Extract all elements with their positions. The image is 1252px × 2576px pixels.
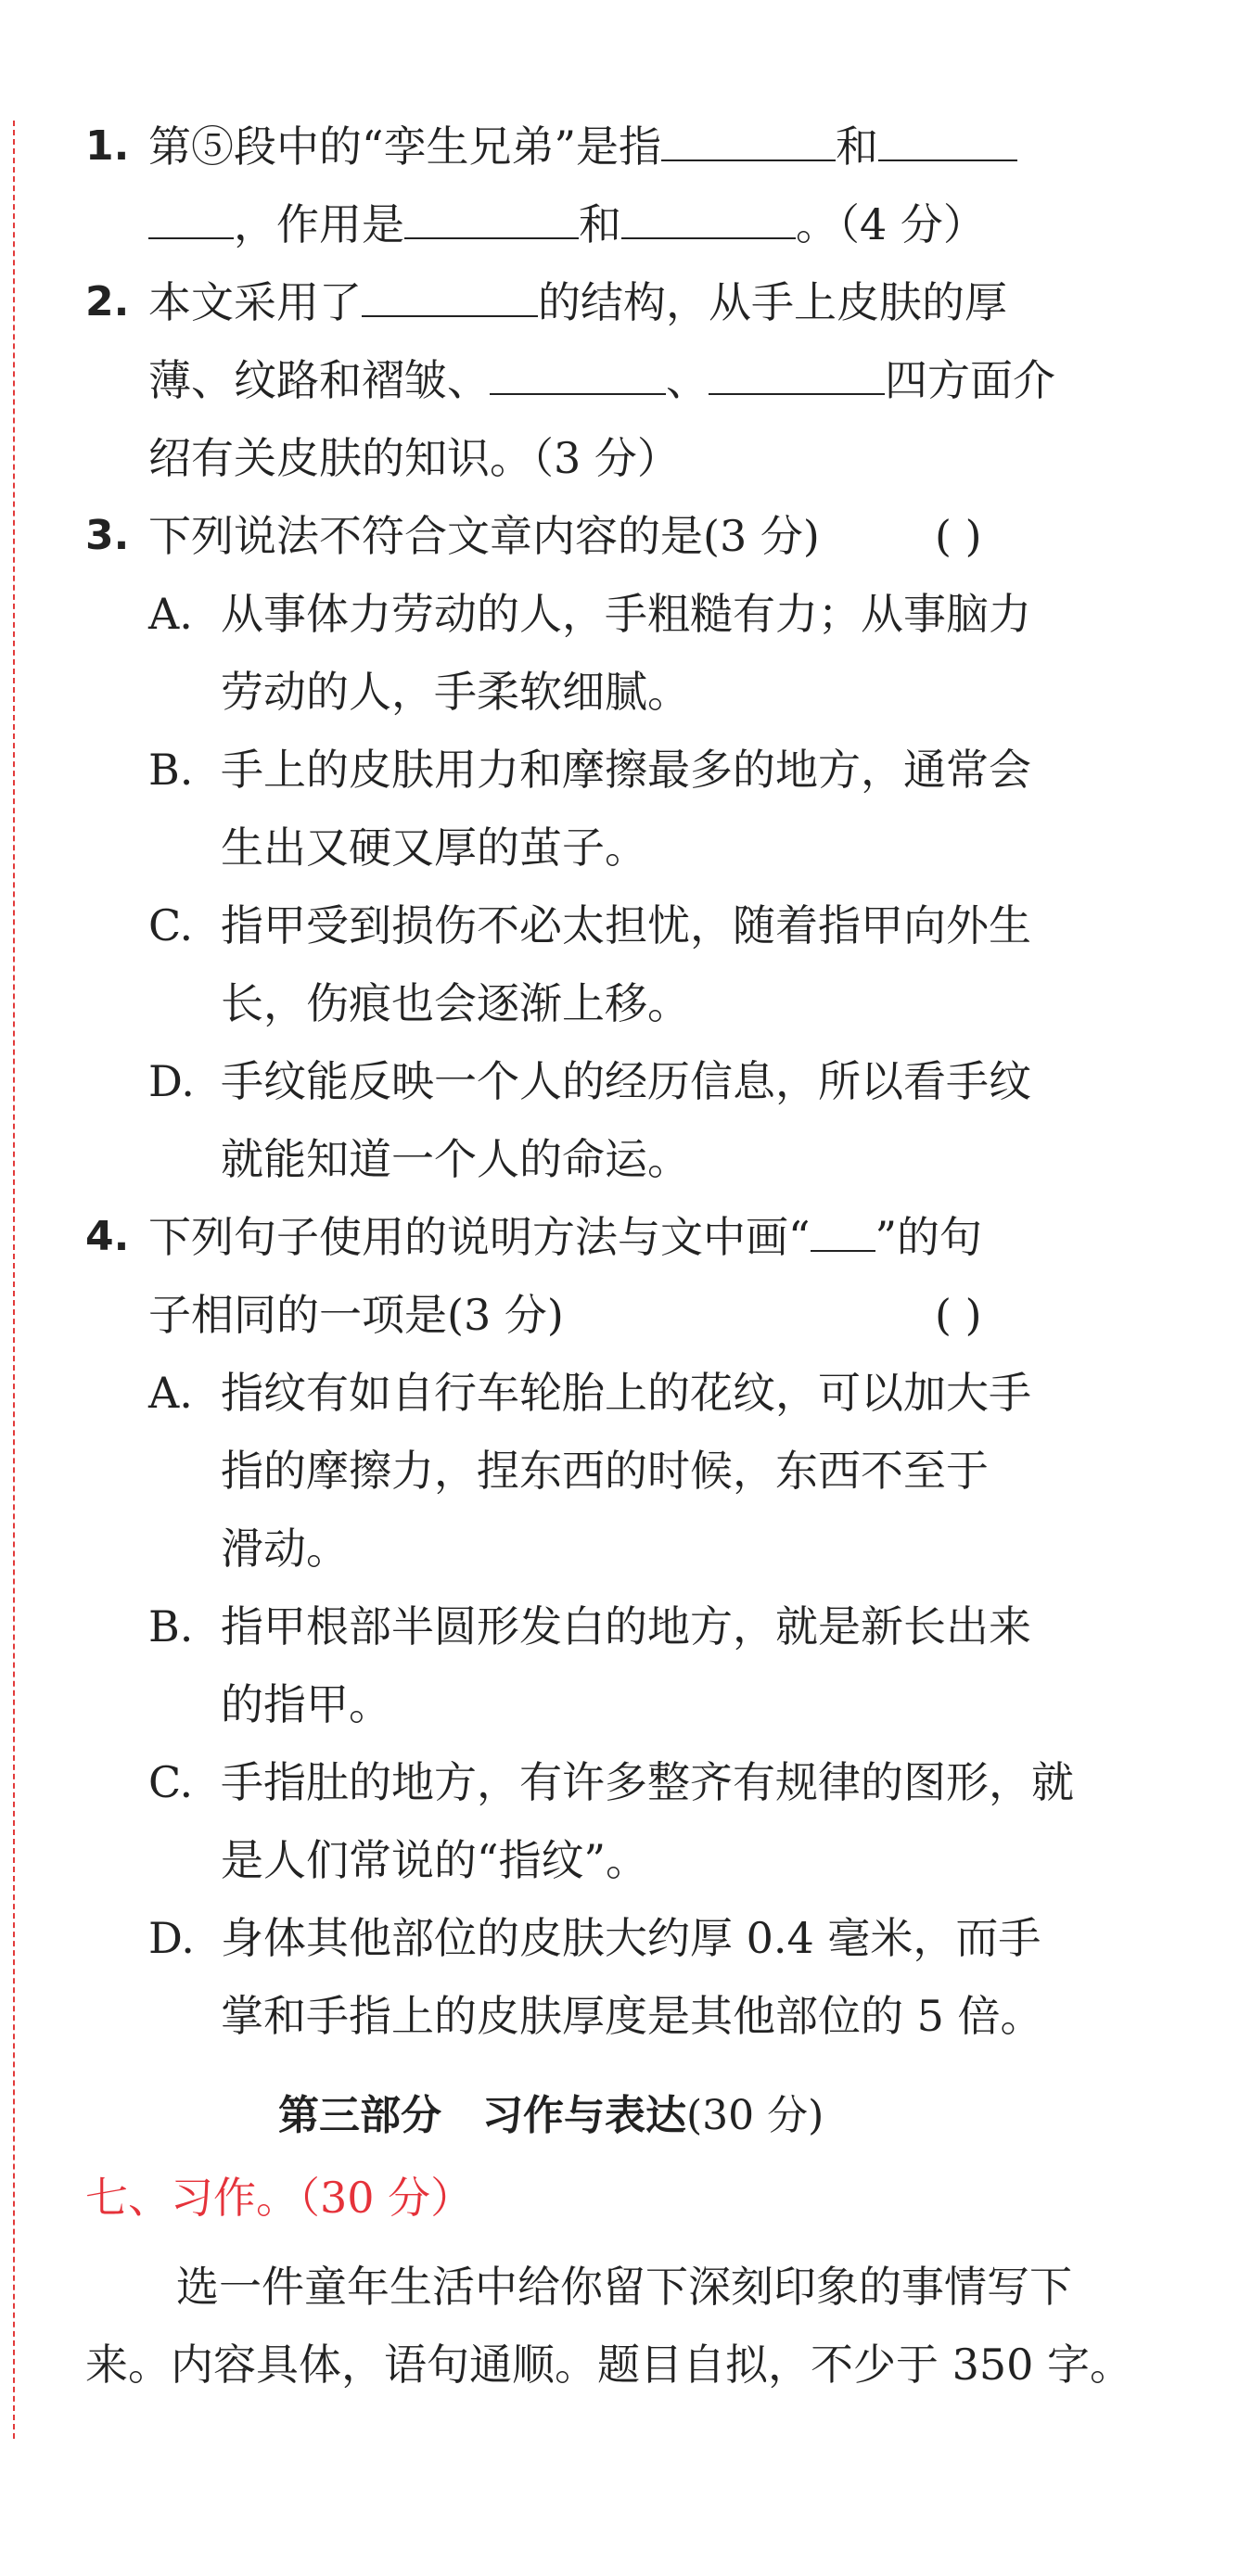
q4-option-a-text-3: 滑动。 [221, 1524, 349, 1574]
q2-blank-2[interactable] [490, 352, 666, 395]
q4-option-c-text: 手指肚的地方，有许多整齐有规律的图形，就 [221, 1757, 1074, 1807]
q7-prompt-1: 选一件童年生活中给你留下深刻印象的事情写下 [176, 2262, 1072, 2312]
q3-option-a-letter: A. [148, 589, 193, 639]
q3-option-c-letter: C. [148, 900, 194, 950]
q1-text-c: ，作用是 [234, 199, 404, 249]
q4-number: 4. [85, 1213, 130, 1260]
q4-option-a-letter: A. [148, 1368, 193, 1418]
q3-option-c-text-2: 长，伤痕也会逐渐上移。 [221, 978, 690, 1028]
q4-stem-2: 子相同的一项是(3 分) [148, 1290, 564, 1340]
q7-prompt-2: 来。内容具体，语句通顺。题目自拟，不少于 350 字。 [85, 2340, 1133, 2390]
q1-blank-3[interactable] [404, 197, 579, 239]
q3-option-b-text: 手上的皮肤用力和摩擦最多的地方，通常会 [221, 745, 1031, 795]
q4-option-d-text: 身体其他部位的皮肤大约厚 0.4 毫米，而手 [221, 1913, 1041, 1963]
q4-option-c-letter: C. [148, 1757, 194, 1807]
q3-option-b-letter: B. [148, 745, 194, 795]
q4-option-d-text-2: 掌和手指上的皮肤厚度是其他部位的 5 倍。 [221, 1991, 1043, 2041]
q2-text-c: 薄、纹路和褶皱、 [148, 355, 490, 405]
q3-answer-paren[interactable]: ( ) [935, 511, 982, 561]
q4-option-a-text: 指纹有如自行车轮胎上的花纹，可以加大手 [221, 1368, 1031, 1418]
q1-text-b: 和 [836, 121, 879, 172]
q3-option-d-letter: D. [148, 1056, 195, 1106]
q1-blank-4[interactable] [621, 197, 796, 239]
q3-option-b-text-2: 生出又硬又厚的茧子。 [221, 823, 647, 873]
q4-option-d-letter: D. [148, 1913, 195, 1963]
q1-blank-2b[interactable] [148, 197, 234, 239]
q1-number: 1. [85, 122, 130, 170]
q7-heading: 七、习作。（30 分） [85, 2173, 474, 2223]
q4-text-a: 下列句子使用的说明方法与文中画“ [148, 1212, 811, 1262]
q1-blank-2a[interactable] [878, 119, 1017, 161]
q3-option-d-text: 手纹能反映一个人的经历信息，所以看手纹 [221, 1056, 1031, 1106]
q3-stem: 下列说法不符合文章内容的是(3 分) [148, 511, 820, 561]
q3-number: 3. [85, 512, 130, 559]
q4-text-b: ”的句 [875, 1212, 983, 1262]
q2-blank-1[interactable] [362, 274, 538, 317]
q2-blank-3[interactable] [709, 352, 885, 395]
q3-option-a-text: 从事体力劳动的人，手粗糙有力；从事脑力 [221, 589, 1031, 639]
q2-text-d: 、 [666, 355, 709, 405]
q3-option-c-text: 指甲受到损伤不必太担忧，随着指甲向外生 [221, 900, 1031, 950]
q3-option-d-text-2: 就能知道一个人的命运。 [221, 1134, 690, 1184]
q2-number: 2. [85, 278, 130, 325]
q4-answer-paren[interactable]: ( ) [935, 1290, 982, 1340]
q2-text-a: 本文采用了 [148, 277, 362, 327]
q2-text-f: 绍有关皮肤的知识。（3 分） [148, 433, 680, 483]
q4-underline-mark [811, 1209, 875, 1252]
q1-text-d: 和 [579, 199, 621, 249]
section-3-title: 第三部分 习作与表达 [278, 2092, 686, 2139]
q2-text-e: 四方面介 [885, 355, 1055, 405]
q3-option-a-text-2: 劳动的人，手柔软细腻。 [221, 667, 690, 717]
q4-option-b-text-2: 的指甲。 [221, 1679, 391, 1729]
q1-text-a: 第⑤段中的“孪生兄弟”是指 [148, 121, 662, 172]
q2-text-b: 的结构，从手上皮肤的厚 [538, 277, 1007, 327]
q1-blank-1[interactable] [661, 119, 836, 161]
margin-dashed-line [13, 121, 15, 2439]
q1-text-e: 。（4 分） [796, 199, 986, 249]
q4-option-c-text-2: 是人们常说的“指纹”。 [221, 1835, 649, 1885]
q4-option-a-text-2: 指的摩擦力，捏东西的时候，东西不至于 [221, 1446, 989, 1496]
section-3-score: (30 分) [686, 2092, 824, 2139]
q4-option-b-letter: B. [148, 1601, 194, 1651]
q4-option-b-text: 指甲根部半圆形发白的地方，就是新长出来 [221, 1601, 1031, 1651]
